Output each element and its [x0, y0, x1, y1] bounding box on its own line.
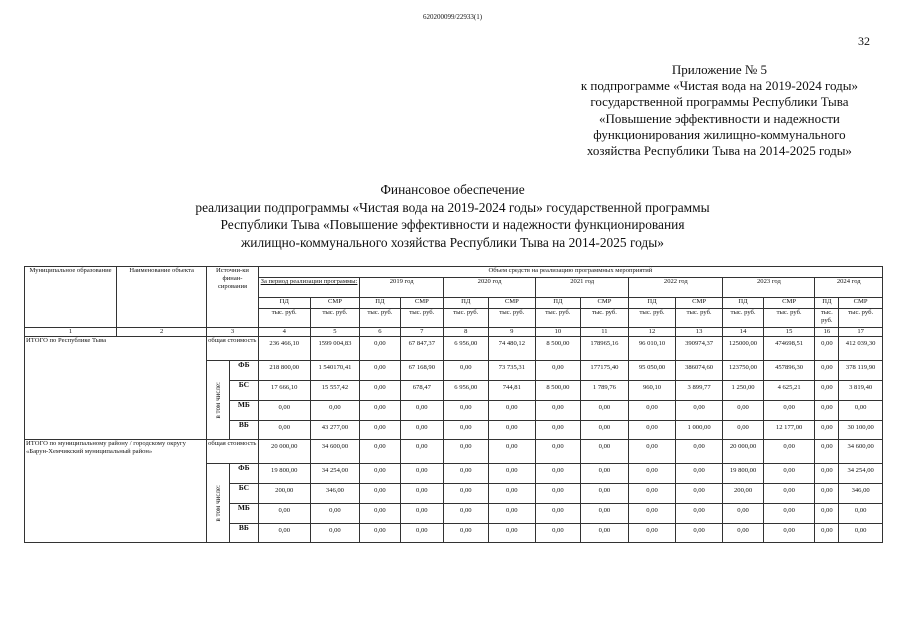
column-number: 17 [839, 328, 883, 337]
row-value: 0,00 [815, 504, 839, 524]
row-value: 0,00 [400, 484, 443, 504]
table-header [25, 267, 883, 337]
column-number: 11 [580, 328, 629, 337]
header-year: 2024 год [815, 278, 883, 298]
row-value: 0,00 [580, 440, 629, 464]
row-value: 390974,37 [675, 337, 723, 361]
header-municipality: Муниципальное образование [25, 267, 117, 328]
row-value: 200,00 [723, 484, 763, 504]
row-value: 0,00 [360, 484, 400, 504]
header-object: Наименование объекта [117, 267, 207, 328]
row-value: 0,00 [488, 401, 536, 421]
row-value: 0,00 [580, 401, 629, 421]
row-value: 12 177,00 [763, 421, 815, 440]
row-value: 17 666,10 [258, 381, 310, 401]
row-value: 0,00 [536, 524, 580, 543]
header-unit: тыс. руб. [723, 309, 763, 328]
header-smr: СМР [763, 298, 815, 309]
appendix-line: функционирования жилищно-коммунального [593, 126, 846, 142]
row-value: 0,00 [488, 484, 536, 504]
document-id: 620200099/22933(1) [422, 13, 483, 21]
header-unit: тыс. руб. [839, 309, 883, 328]
row-value: 346,00 [839, 484, 883, 504]
row-value: 0,00 [580, 484, 629, 504]
row-value: 8 500,00 [536, 337, 580, 361]
row-value: 30 100,00 [839, 421, 883, 440]
row-value: 0,00 [258, 504, 310, 524]
title-line: Республики Тыва «Повышение эффективности и надежности функционирования [220, 217, 685, 233]
column-number: 4 [258, 328, 310, 337]
incl-label-cell [207, 361, 230, 440]
row-value: 0,00 [400, 421, 443, 440]
row-value: 960,10 [629, 381, 676, 401]
row-value: 0,00 [360, 504, 400, 524]
row-value: 0,00 [723, 421, 763, 440]
row-value: 0,00 [360, 524, 400, 543]
row-value: 0,00 [444, 361, 488, 381]
incl-label-cell [207, 464, 230, 543]
row-value: 0,00 [629, 421, 676, 440]
row-value: 1 250,00 [723, 381, 763, 401]
header-year: 2020 год [444, 278, 536, 298]
column-number: 3 [207, 328, 259, 337]
page-number: 32 [858, 34, 870, 48]
header-unit: тыс. руб. [360, 309, 400, 328]
row-value: 744,81 [488, 381, 536, 401]
row-value: 0,00 [360, 361, 400, 381]
row-value: 0,00 [815, 464, 839, 484]
row-value: 125000,00 [723, 337, 763, 361]
header-pd: ПД [629, 298, 676, 309]
row-value: 0,00 [258, 421, 310, 440]
row-value: 0,00 [444, 421, 488, 440]
row-value: 0,00 [629, 504, 676, 524]
column-number: 12 [629, 328, 676, 337]
row-value: 34 600,00 [839, 440, 883, 464]
header-unit: тыс. руб. [815, 309, 839, 328]
row-value: 0,00 [536, 361, 580, 381]
row-value: 0,00 [536, 484, 580, 504]
header-pd: ПД [723, 298, 763, 309]
row-value: 0,00 [536, 401, 580, 421]
appendix-line: хозяйства Республики Тыва на 2014-2025 годы» [586, 143, 852, 159]
row-source: БС [229, 381, 258, 401]
row-value: 200,00 [258, 484, 310, 504]
row-value: 6 956,00 [444, 381, 488, 401]
row-value: 457896,30 [763, 361, 815, 381]
row-value: 0,00 [400, 401, 443, 421]
row-source: МБ [229, 401, 258, 421]
row-value: 0,00 [360, 381, 400, 401]
row-value: 0,00 [723, 524, 763, 543]
document-title [0, 181, 905, 251]
row-value: 0,00 [310, 401, 360, 421]
row-value: 67 168,90 [400, 361, 443, 381]
row-value: 0,00 [400, 464, 443, 484]
row-value: 3 899,77 [675, 381, 723, 401]
row-value: 177175,40 [580, 361, 629, 381]
row-source: ВБ [229, 421, 258, 440]
column-number: 16 [815, 328, 839, 337]
row-value: 67 847,37 [400, 337, 443, 361]
incl-label: в том числе: [213, 381, 222, 419]
row-value: 0,00 [580, 421, 629, 440]
row-value: 386074,60 [675, 361, 723, 381]
column-number: 5 [310, 328, 360, 337]
row-value: 0,00 [310, 524, 360, 543]
row-value: 0,00 [444, 524, 488, 543]
row-value: 218 800,00 [258, 361, 310, 381]
row-value: 1 000,00 [675, 421, 723, 440]
row-value: 178965,16 [580, 337, 629, 361]
row-total-label: общая стоимость [207, 337, 259, 361]
header-smr: СМР [675, 298, 723, 309]
row-value: 0,00 [400, 440, 443, 464]
row-value: 0,00 [675, 524, 723, 543]
column-number: 13 [675, 328, 723, 337]
row-value: 0,00 [360, 440, 400, 464]
row-value: 0,00 [763, 464, 815, 484]
title-line: Финансовое обеспечение [380, 182, 525, 197]
row-value: 0,00 [444, 464, 488, 484]
table-row [25, 440, 883, 464]
row-value: 678,47 [400, 381, 443, 401]
row-value: 0,00 [675, 440, 723, 464]
column-number: 6 [360, 328, 400, 337]
row-municipality: ИТОГО по муниципальному району / городскому округу «Барун-Хемчикский муниципальный район» [25, 440, 207, 543]
header-period [258, 278, 359, 298]
header-unit: тыс. руб. [629, 309, 676, 328]
row-value: 0,00 [444, 440, 488, 464]
row-value: 0,00 [675, 464, 723, 484]
row-value: 0,00 [675, 504, 723, 524]
header-volume: Объем средств на реализацию программных мероприятий [258, 267, 882, 278]
row-source: ФБ [229, 361, 258, 381]
row-value: 0,00 [360, 464, 400, 484]
header-unit: тыс. руб. [536, 309, 580, 328]
row-value: 0,00 [444, 484, 488, 504]
header-pd: ПД [815, 298, 839, 309]
row-value: 0,00 [444, 401, 488, 421]
row-value: 0,00 [488, 524, 536, 543]
financing-table [24, 266, 883, 543]
appendix-line: к подпрограмме «Чистая вода на 2019-2024 годы» [580, 78, 858, 94]
header-unit: тыс. руб. [488, 309, 536, 328]
row-value: 0,00 [839, 524, 883, 543]
header-pd: ПД [258, 298, 310, 309]
row-value: 0,00 [488, 440, 536, 464]
column-number: 1 [25, 328, 117, 337]
row-value: 0,00 [839, 504, 883, 524]
row-value: 0,00 [815, 524, 839, 543]
row-value: 346,00 [310, 484, 360, 504]
row-value: 4 625,21 [763, 381, 815, 401]
row-value: 0,00 [310, 504, 360, 524]
row-value: 474698,51 [763, 337, 815, 361]
header-unit: тыс. руб. [580, 309, 629, 328]
column-number: 14 [723, 328, 763, 337]
row-value: 0,00 [629, 484, 676, 504]
header-unit: тыс. руб. [675, 309, 723, 328]
header-pd: ПД [536, 298, 580, 309]
row-value: 6 956,00 [444, 337, 488, 361]
header-unit: тыс. руб. [400, 309, 443, 328]
row-value: 34 254,00 [310, 464, 360, 484]
header-year: 2021 год [536, 278, 629, 298]
header-smr: СМР [488, 298, 536, 309]
row-value: 0,00 [763, 401, 815, 421]
row-value: 0,00 [815, 440, 839, 464]
title-line: жилищно-коммунального хозяйства Республики Тыва на 2014-2025 годы» [241, 234, 664, 250]
row-value: 1 540170,41 [310, 361, 360, 381]
row-value: 378 119,90 [839, 361, 883, 381]
header-smr: СМР [839, 298, 883, 309]
row-value: 0,00 [763, 524, 815, 543]
row-value: 412 039,30 [839, 337, 883, 361]
row-value: 15 557,42 [310, 381, 360, 401]
row-value: 0,00 [815, 401, 839, 421]
row-value: 19 800,00 [258, 464, 310, 484]
row-value: 0,00 [580, 504, 629, 524]
row-value: 0,00 [815, 484, 839, 504]
header-smr: СМР [400, 298, 443, 309]
row-value: 74 480,12 [488, 337, 536, 361]
row-value: 0,00 [675, 401, 723, 421]
appendix-line: «Повышение эффективности и надежности [598, 110, 840, 126]
row-value: 8 500,00 [536, 381, 580, 401]
header-year: 2019 год [360, 278, 444, 298]
header-unit: тыс. руб. [310, 309, 360, 328]
row-value: 0,00 [629, 464, 676, 484]
column-number: 15 [763, 328, 815, 337]
row-municipality: ИТОГО по Республике Тыва [25, 337, 207, 440]
header-year: 2022 год [629, 278, 723, 298]
row-value: 0,00 [536, 440, 580, 464]
row-value: 0,00 [400, 504, 443, 524]
column-number: 8 [444, 328, 488, 337]
row-value: 0,00 [536, 504, 580, 524]
header-unit: тыс. руб. [444, 309, 488, 328]
header-unit: тыс. руб. [258, 309, 310, 328]
row-value: 0,00 [839, 401, 883, 421]
row-value: 0,00 [488, 504, 536, 524]
appendix-line: государственной программы Республики Тыва [590, 94, 849, 110]
row-value: 0,00 [763, 440, 815, 464]
row-value: 236 466,10 [258, 337, 310, 361]
header-unit: тыс. руб. [763, 309, 815, 328]
incl-label: в том числе: [213, 484, 222, 522]
column-number: 7 [400, 328, 443, 337]
row-value: 96 010,10 [629, 337, 676, 361]
row-value: 0,00 [675, 484, 723, 504]
table-row [25, 337, 883, 361]
title-line: реализации подпрограммы «Чистая вода на 2019-2024 годы» государственной программы [195, 199, 710, 215]
row-value: 0,00 [815, 421, 839, 440]
row-value: 34 600,00 [310, 440, 360, 464]
row-total-label: общая стоимость [207, 440, 259, 464]
header-year: 2023 год [723, 278, 815, 298]
row-value: 73 735,31 [488, 361, 536, 381]
row-value: 0,00 [360, 337, 400, 361]
table-body [25, 337, 883, 543]
header-smr: СМР [580, 298, 629, 309]
row-source: ФБ [229, 464, 258, 484]
row-value: 20 000,00 [258, 440, 310, 464]
row-value: 0,00 [536, 421, 580, 440]
row-value: 0,00 [536, 464, 580, 484]
row-value: 0,00 [629, 524, 676, 543]
row-value: 43 277,00 [310, 421, 360, 440]
row-source: БС [229, 484, 258, 504]
header-smr: СМР [310, 298, 360, 309]
row-value: 0,00 [360, 401, 400, 421]
column-number: 9 [488, 328, 536, 337]
row-value: 0,00 [763, 504, 815, 524]
row-value: 0,00 [629, 440, 676, 464]
row-source: МБ [229, 504, 258, 524]
header-source: Источни-ки финан-сирования [207, 267, 259, 328]
appendix-line: Приложение № 5 [671, 62, 767, 77]
row-value: 20 000,00 [723, 440, 763, 464]
row-value: 0,00 [258, 401, 310, 421]
row-value: 0,00 [400, 524, 443, 543]
row-value: 0,00 [723, 504, 763, 524]
row-value: 3 819,40 [839, 381, 883, 401]
row-value: 0,00 [723, 401, 763, 421]
row-value: 0,00 [815, 381, 839, 401]
row-value: 0,00 [580, 464, 629, 484]
row-value: 0,00 [360, 421, 400, 440]
row-value: 0,00 [815, 361, 839, 381]
row-source: ВБ [229, 524, 258, 543]
row-value: 0,00 [488, 421, 536, 440]
row-value: 123750,00 [723, 361, 763, 381]
row-value: 1599 004,83 [310, 337, 360, 361]
row-value: 1 789,76 [580, 381, 629, 401]
row-value: 34 254,00 [839, 464, 883, 484]
appendix-header [581, 62, 858, 159]
header-pd: ПД [360, 298, 400, 309]
row-value: 0,00 [488, 464, 536, 484]
column-number: 10 [536, 328, 580, 337]
row-value: 0,00 [580, 524, 629, 543]
row-value: 0,00 [815, 337, 839, 361]
row-value: 95 050,00 [629, 361, 676, 381]
row-value: 0,00 [258, 524, 310, 543]
header-pd: ПД [444, 298, 488, 309]
row-value: 0,00 [629, 401, 676, 421]
column-number: 2 [117, 328, 207, 337]
row-value: 0,00 [763, 484, 815, 504]
header-period-text: За период реализации программы: [260, 278, 358, 285]
row-value: 0,00 [444, 504, 488, 524]
row-value: 19 800,00 [723, 464, 763, 484]
